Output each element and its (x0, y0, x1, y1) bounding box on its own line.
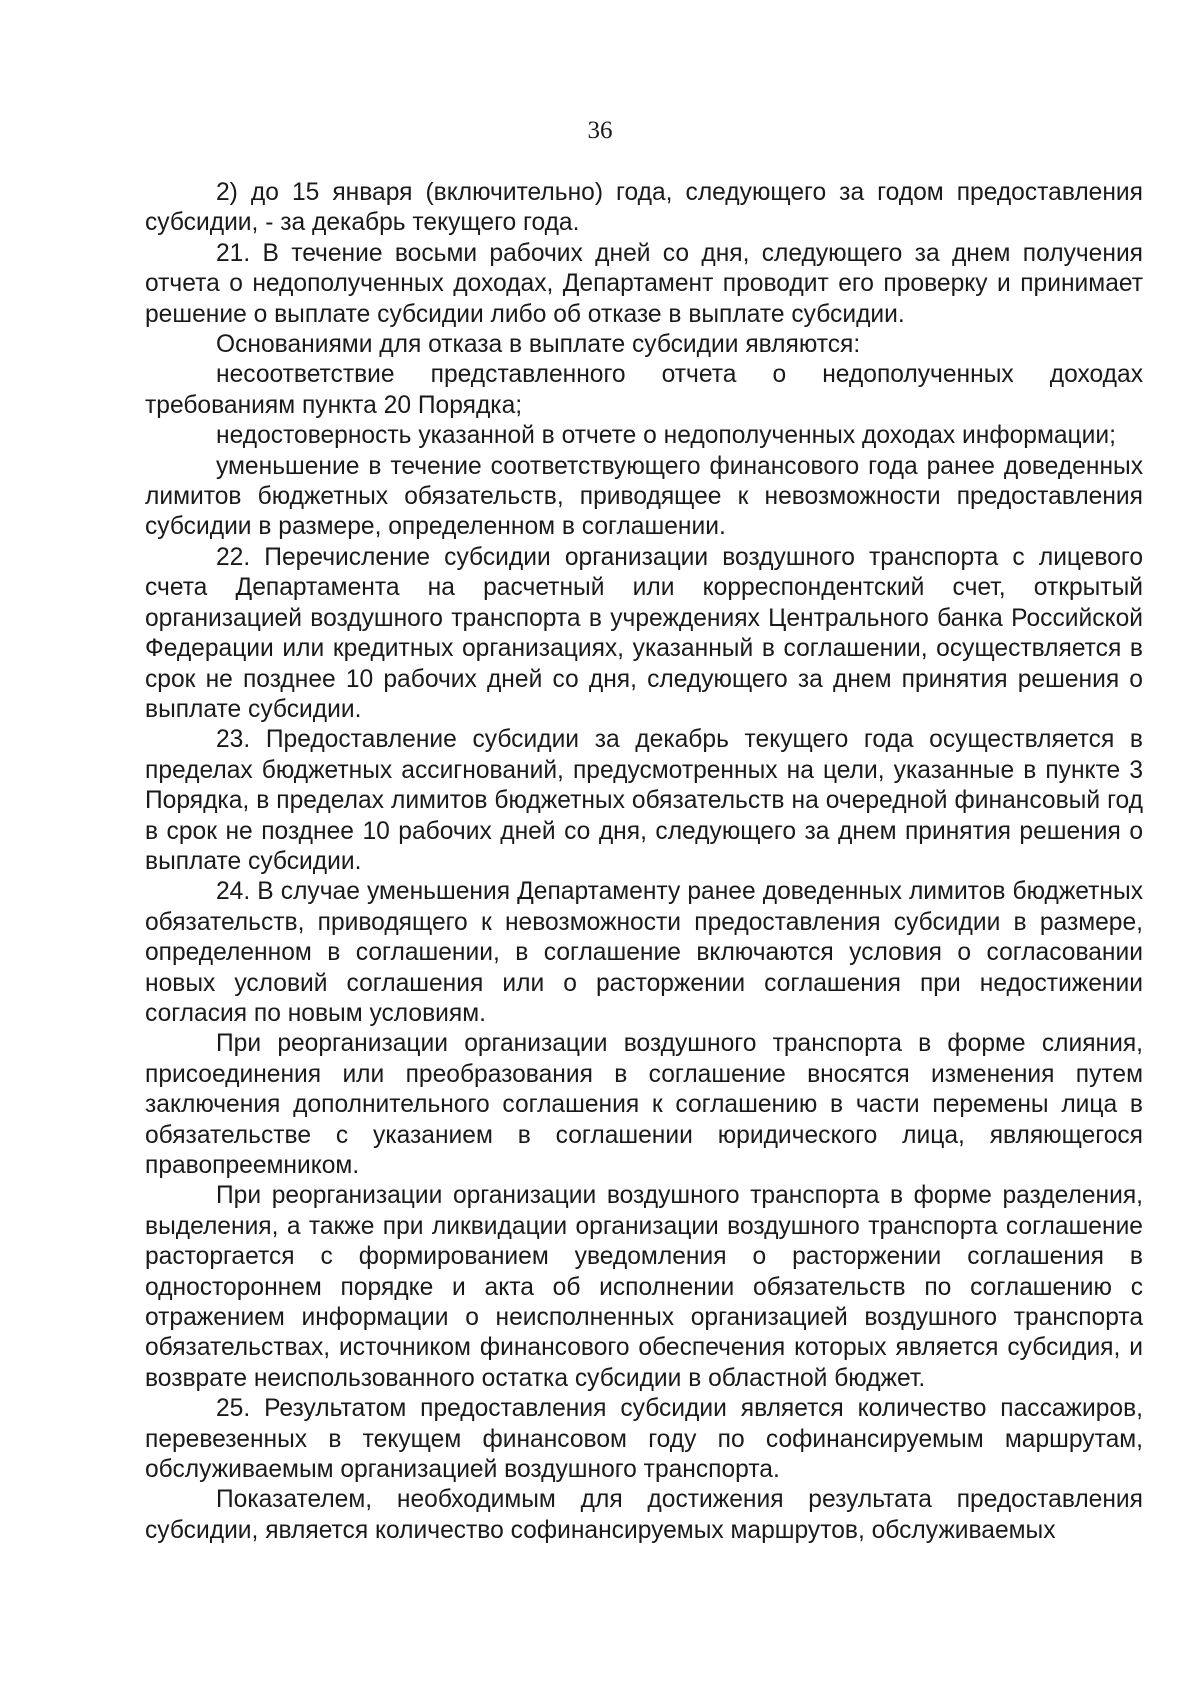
paragraph: несоответствие представленного отчета о недополученных доходах требованиям пункта 20 Порядка; (145, 361, 1143, 419)
document-body (145, 178, 1143, 1546)
paragraph: уменьшение в течение соответствующего финансового года ранее доведенных лимитов бюджетных обязательств, приводящее к невозможности предоставления субсидии в размере, определенном в соглашении. (145, 452, 1143, 541)
paragraph: 21. В течение восьми рабочих дней со дня, следующего за днем получения отчета о недополученных доходах, Департамент проводит его проверку и принимает решение о выплате субсидии либо об отказе в выплате субсидии. (145, 239, 1143, 328)
paragraph: 23. Предоставление субсидии за декабрь текущего года осуществляется в пределах бюджетных ассигнований, предусмотренных на цели, указанные в пункте 3 Порядка, в пределах лимитов бюджетных обязательств на очередной финансовый год в срок не позднее 10 рабочих дней со дня, следующего за днем принятия решения о выплате субсидии. (145, 726, 1143, 875)
paragraph: 24. В случае уменьшения Департаменту ранее доведенных лимитов бюджетных обязательств, приводящего к невозможности предоставления субсидии в размере, определенном в соглашении, в соглашение включаются условия о согласовании новых условий соглашения или о расторжении соглашения при недостижении согласия по новым условиям. (145, 878, 1143, 1027)
paragraph: Основаниями для отказа в выплате субсидии являются: (216, 331, 861, 359)
paragraph: При реорганизации организации воздушного транспорта в форме слияния, присоединения или преобразования в соглашение вносятся изменения путем заключения дополнительного соглашения к соглашению в части перемены лица в обязательстве с указанием в соглашении юридического лица, являющегося правопреемником. (145, 1030, 1143, 1179)
paragraph: При реорганизации организации воздушного транспорта в форме разделения, выделения, а также при ликвидации организации воздушного транспорта соглашение расторгается с формированием уведомления о расторжении соглашения в одностороннем порядке и акта об исполнении обязательств по соглашению с отражением информации о неисполненных организацией воздушного транспорта обязательствах, источником финансового обеспечения которых является субсидия, и возврате неиспользованного остатка субсидии в областной бюджет. (145, 1182, 1143, 1392)
paragraph: 22. Перечисление субсидии организации воздушного транспорта с лицевого счета Департамента на расчетный или корреспондентский счет, открытый организацией воздушного транспорта в учреждениях Центрального банка Российской Федерации или кредитных организациях, указанный в соглашении, осуществляется в срок не позднее 10 рабочих дней со дня, следующего за днем принятия решения о выплате субсидии. (145, 543, 1143, 723)
paragraph: недостоверность указанной в отчете о недополученных доходах информации; (216, 422, 1116, 450)
paragraph: 25. Результатом предоставления субсидии является количество пассажиров, перевезенных в текущем финансовом году по софинансируемым маршрутам, обслуживаемым организацией воздушного транспорта. (145, 1395, 1143, 1484)
page-number: 36 (587, 117, 613, 144)
paragraph: 2) до 15 января (включительно) года, следующего за годом предоставления субсидии, - за декабрь текущего года. (145, 179, 1143, 237)
paragraph: Показателем, необходимым для достижения результата предоставления субсидии, является количество софинансируемых маршрутов, обслуживаемых (145, 1486, 1143, 1544)
